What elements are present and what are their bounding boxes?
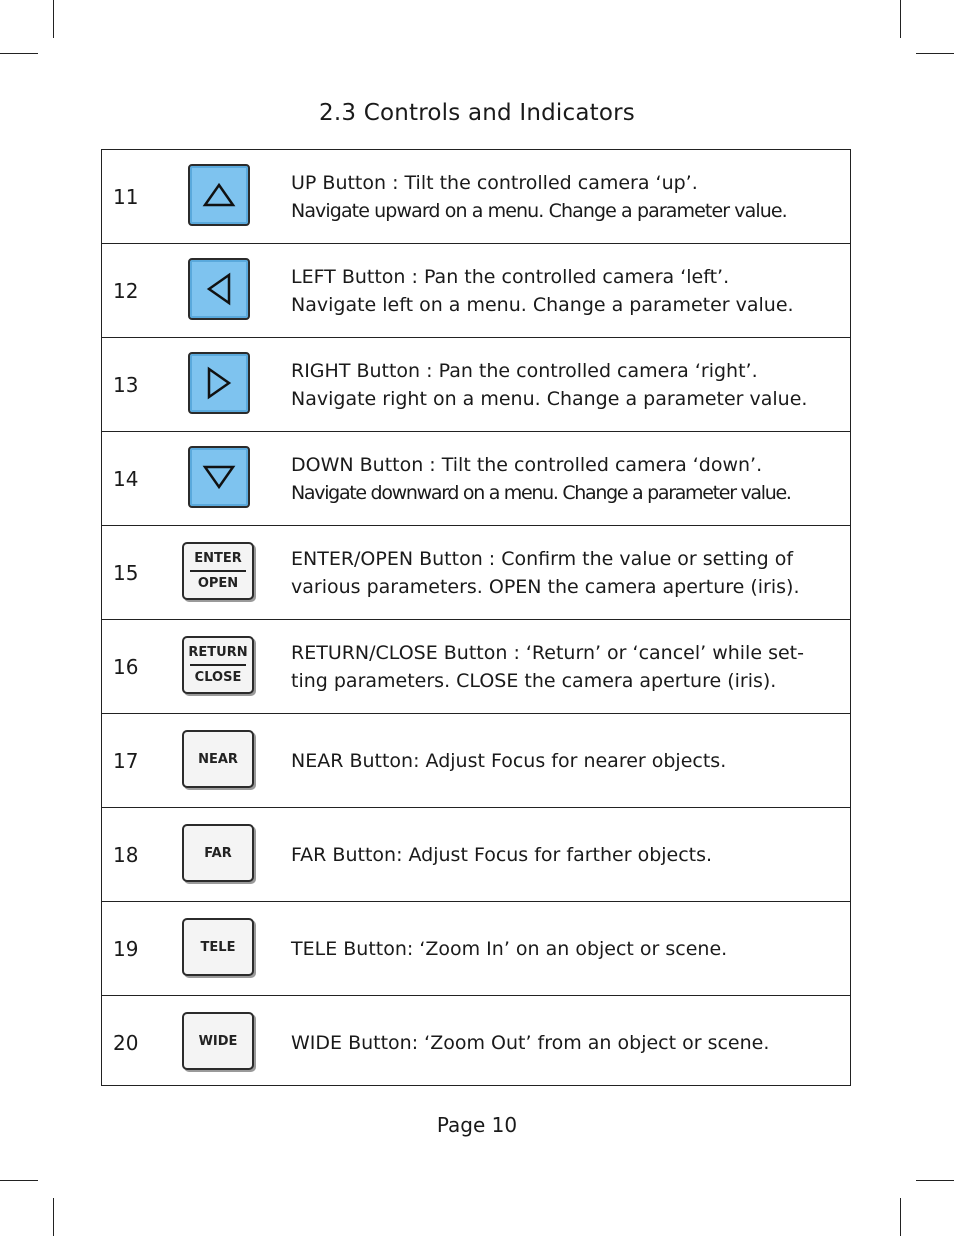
crop-mark	[53, 1198, 54, 1236]
divider	[190, 570, 246, 572]
row-number: 20	[113, 1031, 139, 1055]
near-button-image	[182, 730, 254, 788]
table-row	[102, 620, 850, 714]
row-number: 14	[113, 467, 139, 491]
row-description	[291, 714, 846, 808]
table-row	[102, 526, 850, 620]
description-line: TELE Button: ‘Zoom In’ on an object or scene.	[291, 938, 728, 960]
button-label: ENTER	[194, 551, 242, 566]
button-label: CLOSE	[194, 670, 242, 685]
button-label: NEAR	[198, 751, 238, 767]
description-line: FAR Button: Adjust Focus for farther objects.	[291, 844, 713, 866]
description-line: RIGHT Button : Pan the controlled camera ‘right’.	[291, 360, 758, 382]
button-label: WIDE	[198, 1033, 238, 1049]
row-number: 13	[113, 373, 139, 397]
description-line: Navigate upward on a menu. Change a parameter value.	[291, 200, 787, 222]
up-button-image	[188, 164, 250, 226]
up-arrow-icon	[202, 182, 236, 208]
row-number: 17	[113, 749, 139, 773]
crop-mark	[916, 1180, 954, 1181]
description-line: ting parameters. CLOSE the camera aperture (iris).	[291, 670, 777, 692]
table-row	[102, 150, 850, 244]
row-description	[291, 808, 846, 902]
button-label: TELE	[200, 939, 236, 955]
row-number: 19	[113, 937, 139, 961]
row-description	[291, 244, 846, 338]
button-label: RETURN	[188, 645, 248, 660]
row-number: 16	[113, 655, 139, 679]
description-line: DOWN Button : Tilt the controlled camera ‘down’.	[291, 454, 763, 476]
table-row	[102, 432, 850, 526]
crop-mark	[900, 0, 901, 38]
description-line: Navigate left on a menu. Change a parameter value.	[291, 294, 794, 316]
row-number: 11	[113, 185, 139, 209]
crop-mark	[53, 0, 54, 38]
row-number: 15	[113, 561, 139, 585]
button-label: OPEN	[197, 576, 239, 591]
left-button-image	[188, 258, 250, 320]
table-row	[102, 244, 850, 338]
row-description	[291, 620, 846, 714]
description-line: LEFT Button : Pan the controlled camera ‘left’.	[291, 266, 730, 288]
table-row	[102, 902, 850, 996]
description-line: various parameters. OPEN the camera aperture (iris).	[291, 576, 800, 598]
row-description	[291, 996, 846, 1090]
crop-mark	[0, 1180, 38, 1181]
description-line: WIDE Button: ‘Zoom Out’ from an object or scene.	[291, 1032, 770, 1054]
crop-mark	[916, 53, 954, 54]
row-description	[291, 526, 846, 620]
row-description	[291, 150, 846, 244]
tele-button-image	[182, 918, 254, 976]
section-title: 2.3 Controls and Indicators	[319, 100, 635, 126]
description-line: Navigate downward on a menu. Change a parameter value.	[291, 482, 791, 504]
crop-mark	[0, 53, 38, 54]
row-description	[291, 338, 846, 432]
wide-button-image	[182, 1012, 254, 1070]
crop-mark	[900, 1198, 901, 1236]
enter-open-button-image	[182, 542, 254, 600]
description-line: UP Button : Tilt the controlled camera ‘up’.	[291, 172, 698, 194]
description-line: ENTER/OPEN Button : Confirm the value or setting of	[291, 548, 794, 570]
divider	[190, 664, 246, 666]
row-number: 12	[113, 279, 139, 303]
table-row	[102, 338, 850, 432]
description-line: RETURN/CLOSE Button : ‘Return’ or ‘cancel’ while set-	[291, 642, 804, 664]
table-row	[102, 714, 850, 808]
down-arrow-icon	[202, 464, 236, 490]
row-description	[291, 432, 846, 526]
left-arrow-icon	[206, 272, 232, 306]
return-close-button-image	[182, 636, 254, 694]
down-button-image	[188, 446, 250, 508]
table-row	[102, 808, 850, 902]
table-row	[102, 996, 850, 1090]
description-line: Navigate right on a menu. Change a parameter value.	[291, 388, 808, 410]
button-label: FAR	[204, 845, 232, 861]
description-line: NEAR Button: Adjust Focus for nearer objects.	[291, 750, 727, 772]
far-button-image	[182, 824, 254, 882]
controls-table	[101, 149, 851, 1086]
row-number: 18	[113, 843, 139, 867]
page-number: Page 10	[436, 1113, 518, 1137]
right-button-image	[188, 352, 250, 414]
right-arrow-icon	[206, 366, 232, 400]
row-description	[291, 902, 846, 996]
